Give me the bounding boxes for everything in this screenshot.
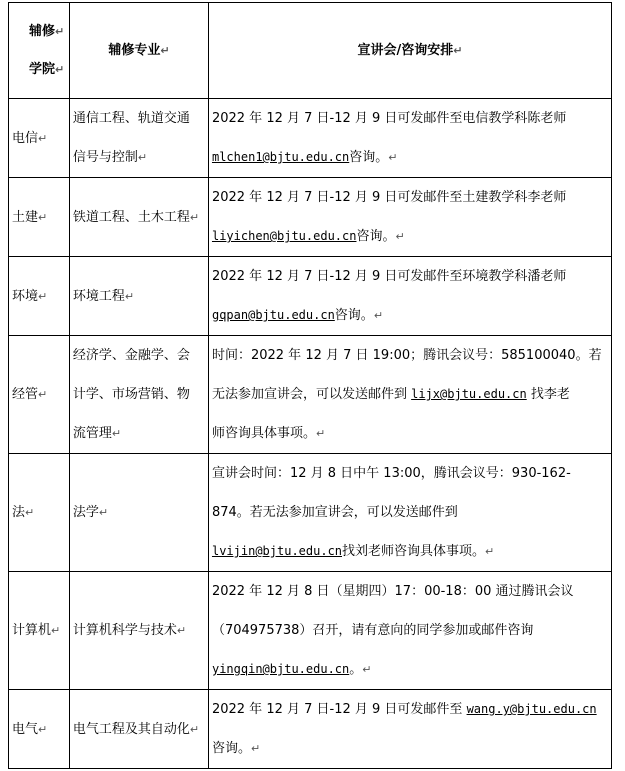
paragraph-mark: ↵ <box>38 210 48 224</box>
arrangement-text: 咨询。 <box>356 229 396 244</box>
major-cell <box>69 257 208 336</box>
table-row <box>9 257 612 336</box>
college-cell <box>9 99 70 178</box>
arrangement-line: （704975738）召开，请有意向的同学参加或邮件咨询 <box>211 623 534 638</box>
paragraph-mark: ↵ <box>176 624 187 637</box>
email-link[interactable]: wang.y@bjtu.edu.cn <box>466 702 597 716</box>
major-cell <box>69 336 208 454</box>
arrangement-text: 。 <box>349 662 363 677</box>
major-line: 电气工程及其自动化 <box>72 721 190 737</box>
college-cell <box>9 336 70 454</box>
paragraph-mark: ↵ <box>111 427 122 440</box>
arrangement-text: 无法参加宣讲会，可以发送邮件到 <box>211 387 407 402</box>
paragraph-mark: ↵ <box>137 151 148 164</box>
paragraph-mark: ↵ <box>160 44 170 57</box>
arrangement-cell <box>208 572 611 690</box>
arrangement-line: 2022 年 12 月 7 日-12 月 9 日可发邮件至环境教学科潘老师 <box>211 269 567 284</box>
header-college-line2: 学院 <box>29 61 56 77</box>
paragraph-mark: ↵ <box>189 210 200 224</box>
arrangement-line: 2022 年 12 月 7 日-12 月 9 日可发邮件至土建教学科李老师 <box>211 190 567 205</box>
arrangement-cell <box>208 336 611 454</box>
paragraph-mark: ↵ <box>38 388 48 401</box>
email-link[interactable]: mlchen1@bjtu.edu.cn <box>211 150 350 164</box>
major-line: 流管理 <box>72 426 112 441</box>
major-line: 铁道工程、土木工程 <box>72 209 190 225</box>
major-line: 经济学、金融学、会 <box>72 348 190 363</box>
paragraph-mark: ↵ <box>98 506 109 519</box>
arrangement-line: 874。若无法参加宣讲会，可以发送邮件到 <box>211 505 458 520</box>
paragraph-mark: ↵ <box>388 151 398 164</box>
major-cell <box>69 572 208 690</box>
college-cell <box>9 257 70 336</box>
arrangement-text: 咨询。 <box>334 308 374 323</box>
arrangement-cell <box>208 690 611 769</box>
email-link[interactable]: yingqin@bjtu.edu.cn <box>211 662 350 676</box>
college-cell <box>9 178 70 257</box>
header-major <box>69 3 208 99</box>
college-cell <box>9 454 70 572</box>
paragraph-mark: ↵ <box>315 427 326 440</box>
email-link[interactable]: lvijin@bjtu.edu.cn <box>211 544 343 558</box>
table-row <box>9 336 612 454</box>
paragraph-mark: ↵ <box>485 545 495 558</box>
major-line: 计学、市场营销、物 <box>72 387 190 402</box>
major-cell <box>69 690 208 769</box>
header-college-line1: 辅修 <box>29 23 56 39</box>
email-link[interactable]: liyichen@bjtu.edu.cn <box>211 229 357 243</box>
header-arrangement <box>208 3 611 99</box>
major-line: 计算机科学与技术 <box>72 623 177 638</box>
table-row <box>9 178 612 257</box>
paragraph-mark: ↵ <box>453 44 463 57</box>
college-name: 法 <box>12 505 26 520</box>
paragraph-mark: ↵ <box>55 62 65 76</box>
paragraph-mark: ↵ <box>25 506 35 519</box>
college-name: 电气 <box>12 721 39 737</box>
paragraph-mark: ↵ <box>38 289 48 303</box>
major-line: 法学 <box>72 505 99 520</box>
major-cell <box>69 454 208 572</box>
paragraph-mark: ↵ <box>51 624 61 637</box>
header-college <box>9 3 70 99</box>
college-name: 环境 <box>12 288 39 304</box>
paragraph-mark: ↵ <box>395 230 405 243</box>
header-major-label: 辅修专业 <box>108 43 161 58</box>
arrangement-text: 咨询。 <box>349 150 389 165</box>
major-cell <box>69 99 208 178</box>
table-row <box>9 572 612 690</box>
table-header-row <box>9 3 612 99</box>
college-cell <box>9 690 70 769</box>
major-cell <box>69 178 208 257</box>
arrangement-line: 时间：2022 年 12 月 7 日 19:00；腾讯会议号：585100040。若 <box>211 348 602 363</box>
paragraph-mark: ↵ <box>189 722 200 736</box>
arrangement-cell <box>208 99 611 178</box>
arrangement-text: 咨询。 <box>211 741 251 756</box>
college-name: 计算机 <box>12 623 52 638</box>
college-name: 电信 <box>12 130 39 146</box>
college-name: 土建 <box>12 209 39 225</box>
minor-consultation-table <box>8 2 612 769</box>
table-row <box>9 99 612 178</box>
paragraph-mark: ↵ <box>38 722 48 736</box>
major-line: 环境工程 <box>72 288 125 304</box>
college-cell <box>9 572 70 690</box>
paragraph-mark: ↵ <box>124 289 135 303</box>
arrangement-text: 找李老 <box>530 387 570 402</box>
header-arrangement-label: 宣讲会/咨询安排 <box>357 43 454 58</box>
arrangement-text: 找刘老师咨询具体事项。 <box>342 544 486 559</box>
email-link[interactable]: lijx@bjtu.edu.cn <box>411 387 527 401</box>
arrangement-cell <box>208 178 611 257</box>
paragraph-mark: ↵ <box>55 24 65 38</box>
email-link[interactable]: gqpan@bjtu.edu.cn <box>211 308 335 322</box>
arrangement-line: 宣讲会时间：12 月 8 日中午 13:00，腾讯会议号：930-162- <box>211 466 571 481</box>
paragraph-mark: ↵ <box>38 131 48 145</box>
arrangement-cell <box>208 257 611 336</box>
paragraph-mark: ↵ <box>362 663 372 676</box>
paragraph-mark: ↵ <box>250 742 261 755</box>
arrangement-cell <box>208 454 611 572</box>
arrangement-line: 2022 年 12 月 8 日（星期四）17：00-18：00 通过腾讯会议 <box>211 584 574 599</box>
arrangement-text: 2022 年 12 月 7 日-12 月 9 日可发邮件至 <box>211 702 463 717</box>
table-row <box>9 690 612 769</box>
major-line: 信号与控制 <box>72 150 138 165</box>
table-row <box>9 454 612 572</box>
arrangement-line: 2022 年 12 月 7 日-12 月 9 日可发邮件至电信教学科陈老师 <box>211 111 567 126</box>
paragraph-mark: ↵ <box>373 309 384 322</box>
major-line: 通信工程、轨道交通 <box>72 111 190 126</box>
college-name: 经管 <box>12 387 39 402</box>
arrangement-text: 师咨询具体事项。 <box>211 426 316 441</box>
